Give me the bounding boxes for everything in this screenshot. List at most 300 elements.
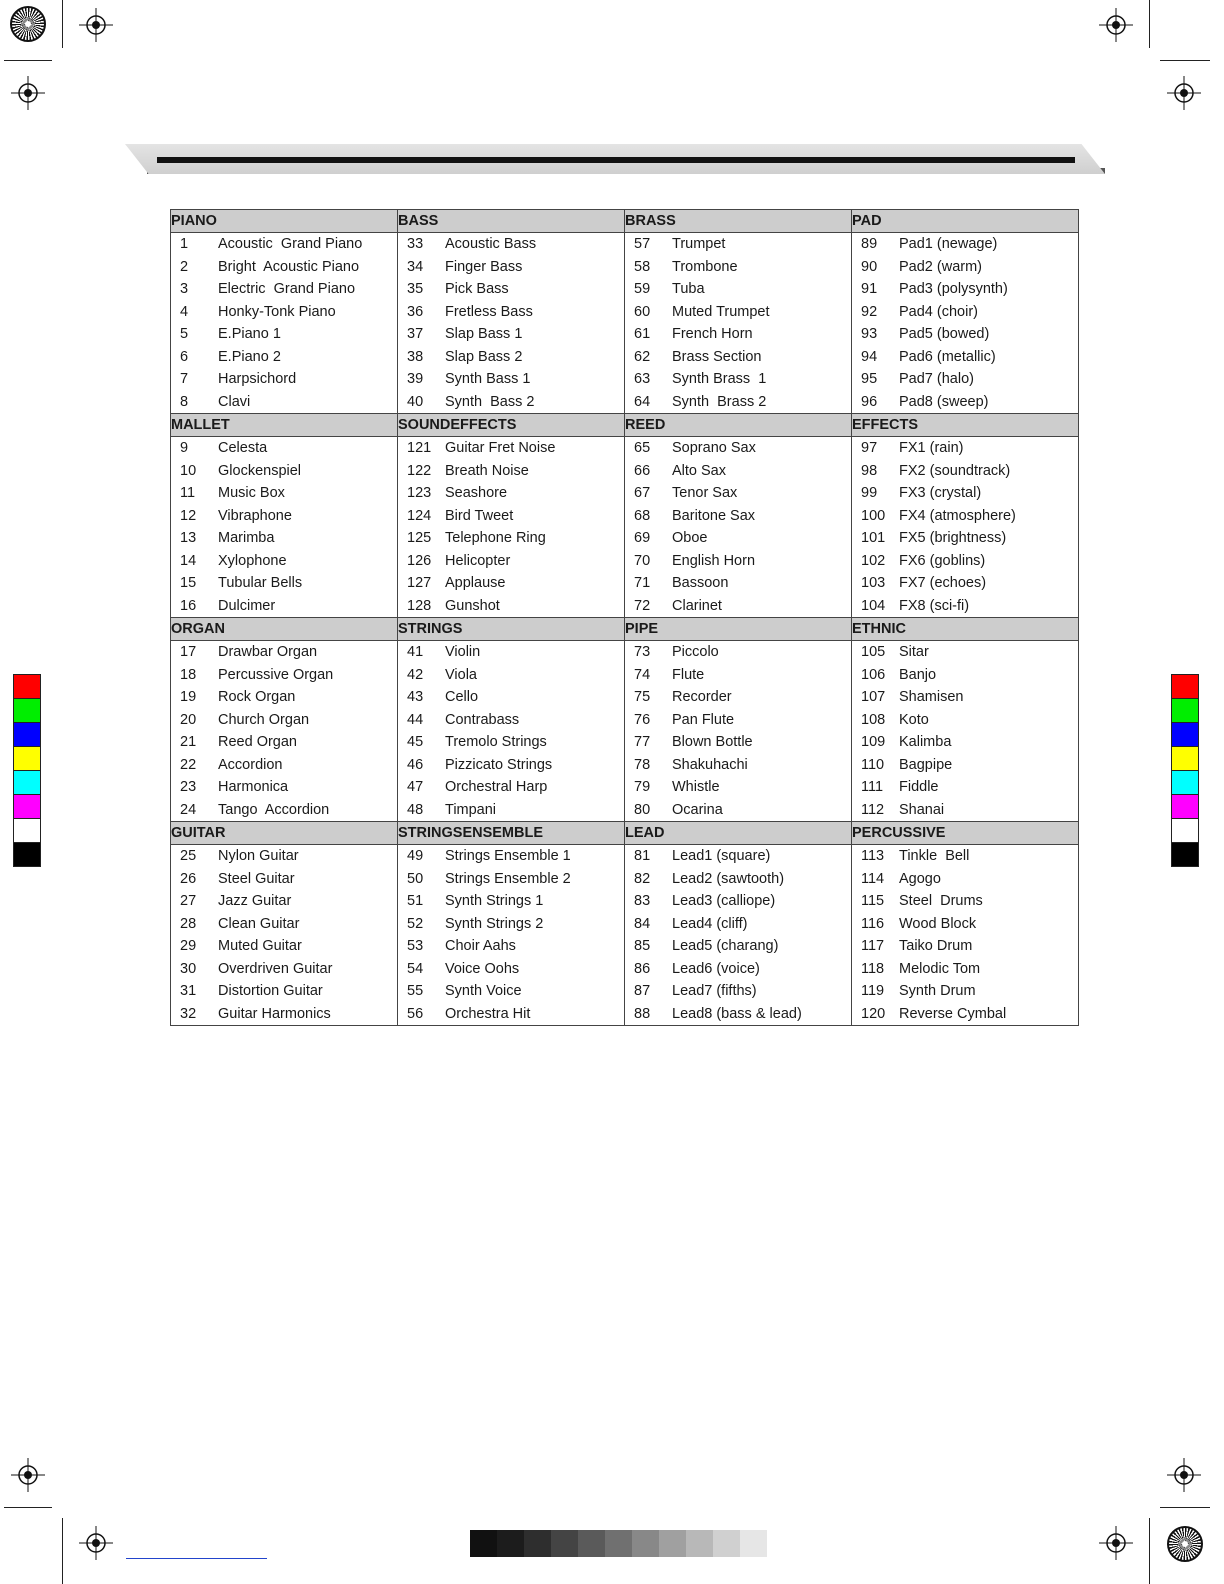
voice-number: 2 [180,258,189,275]
voice-number: 107 [861,689,886,705]
category-header: PIANO [171,210,398,233]
voice-number: 104 [861,597,886,614]
voice-number: 71 [634,575,651,591]
voice-item [852,980,1078,1003]
voice-item [625,731,851,754]
voice-item [852,482,1078,505]
voice-number: 27 [180,893,197,909]
voice-item [171,595,397,618]
voice-item [398,664,624,687]
voice-item [398,1003,624,1026]
voice-number: 3 [180,281,189,297]
voice-item [398,323,624,346]
trim-line [4,1507,52,1508]
voice-name: FX5 (brightness) [899,530,1007,546]
voice-number: 99 [861,485,878,501]
color-swatch [13,674,41,699]
voice-item [171,572,397,595]
voice-name: Strings Ensemble 2 [445,870,571,887]
voice-item [625,1003,851,1026]
color-swatch [13,818,41,843]
voice-name: FX6 (goblins) [899,552,986,569]
voice-number: 69 [634,530,651,546]
voice-name: Marimba [218,530,275,546]
voice-name: Pan Flute [672,711,735,728]
voice-item [625,505,851,528]
voice-name: Seashore [445,485,508,501]
voice-number: 103 [861,575,886,591]
voice-item [398,572,624,595]
voice-number: 86 [634,960,651,977]
voice-name: Guitar Harmonics [218,1005,331,1022]
voice-name: French Horn [672,326,753,342]
trim-line [62,0,63,48]
category-voices [171,845,398,1026]
color-swatch [1171,770,1199,795]
voice-item [398,550,624,573]
voice-item [852,664,1078,687]
category-voices [625,641,852,822]
voice-item [171,460,397,483]
registration-mark-icon [11,1458,45,1492]
voice-name: Strings Ensemble 1 [445,848,571,864]
voice-name: Drawbar Organ [218,644,318,660]
voice-name: Violin [445,644,481,660]
registration-mark-icon [79,8,113,42]
voice-number: 109 [861,734,886,750]
voice-item [398,754,624,777]
voice-number: 18 [180,666,197,683]
voice-name: Guitar Fret Noise [445,440,556,456]
gray-swatch [497,1530,524,1557]
voice-name: Pick Bass [445,281,509,297]
voice-item [852,572,1078,595]
voice-item [625,460,851,483]
category-header: PERCUSSIVE [852,822,1079,845]
voice-name: Lead6 (voice) [672,960,760,977]
voice-name: Melodic Tom [899,960,981,977]
voice-number: 116 [861,915,885,932]
voice-item [625,550,851,573]
voice-name: Lead4 (cliff) [672,915,748,932]
voice-number: 111 [861,779,884,795]
voice-name: Baritone Sax [672,507,756,524]
voice-name: Viola [445,666,477,683]
voice-number: 54 [407,960,424,977]
voice-number: 47 [407,779,424,795]
voice-name: Shanai [899,801,945,818]
voice-number: 44 [407,711,424,728]
voice-name: Blown Bottle [672,734,753,750]
voice-item [852,437,1078,460]
voice-item [852,323,1078,346]
voice-item [852,686,1078,709]
voice-name: Kalimba [899,734,952,750]
voice-number: 113 [861,848,885,864]
voice-name: Pad8 (sweep) [899,393,989,410]
color-swatch [1171,818,1199,843]
voice-name: FX4 (atmosphere) [899,507,1016,524]
voice-item [171,731,397,754]
voice-number: 123 [407,485,432,501]
voice-name: Trombone [672,258,738,275]
voice-number: 95 [861,371,878,387]
voice-number: 12 [180,507,197,524]
voice-name: FX1 (rain) [899,440,964,456]
voice-number: 4 [180,303,189,320]
voice-name: Clavi [218,393,251,410]
voice-number: 23 [180,779,197,795]
voice-number: 87 [634,983,651,999]
voice-name: Lead1 (square) [672,848,771,864]
voice-name: Synth Strings 1 [445,893,544,909]
voice-name: Muted Trumpet [672,303,770,320]
voice-name: Electric Grand Piano [218,281,356,297]
voice-name: Choir Aahs [445,938,516,954]
category-voices [398,437,625,618]
gray-swatch [551,1530,578,1557]
voice-number: 25 [180,848,197,864]
voice-number: 125 [407,530,432,546]
trim-line [1149,0,1150,48]
voice-number: 52 [407,915,424,932]
voice-name: Synth Drum [899,983,976,999]
voice-item [852,1003,1078,1026]
voice-item [398,845,624,868]
registration-mark-icon [79,1526,113,1560]
category-header: PIPE [625,618,852,641]
gray-swatch [632,1530,659,1557]
voice-name: Synth Bass 1 [445,371,531,387]
voice-item [625,868,851,891]
voice-item [852,391,1078,414]
voice-item [398,799,624,822]
color-swatch [1171,722,1199,747]
voice-name: Slap Bass 1 [445,326,523,342]
voice-item [171,301,397,324]
voice-number: 93 [861,326,878,342]
voice-number: 70 [634,552,651,569]
voice-name: Pad4 (choir) [899,303,978,320]
trim-line [1149,1518,1150,1584]
voice-name: Telephone Ring [445,530,546,546]
gray-swatch [524,1530,551,1557]
voice-item [852,256,1078,279]
voice-number: 14 [180,552,197,569]
voice-name: Jazz Guitar [218,893,292,909]
voice-item [171,550,397,573]
voice-name: Sitar [899,644,929,660]
voice-item [171,1003,397,1026]
voice-item [625,641,851,664]
voice-item [625,595,851,618]
voice-item [625,890,851,913]
voice-number: 9 [180,440,189,456]
voice-name: Lead2 (sawtooth) [672,870,785,887]
voice-item [171,368,397,391]
category-voices [171,437,398,618]
voice-item [625,686,851,709]
voice-item [852,550,1078,573]
voice-item [852,368,1078,391]
footer-rule [126,1558,267,1559]
voice-number: 36 [407,303,424,320]
voice-name: FX8 (sci-fi) [899,597,970,614]
voice-name: Taiko Drum [899,938,973,954]
voice-name: Acoustic Grand Piano [218,236,363,252]
voice-name: Percussive Organ [218,666,334,683]
category-header: GUITAR [171,822,398,845]
voice-number: 55 [407,983,424,999]
voice-item [852,845,1078,868]
voice-name: Shamisen [899,689,964,705]
voice-name: Vibraphone [218,507,292,524]
voice-name: Timpani [445,801,497,818]
voice-number: 82 [634,870,651,887]
voice-item [625,391,851,414]
voice-number: 42 [407,666,424,683]
voice-name: Clean Guitar [218,915,300,932]
category-voices [852,845,1079,1026]
voice-name: Trumpet [672,236,726,252]
voice-name: Tenor Sax [672,485,738,501]
voice-number: 8 [180,393,189,410]
voice-item [398,935,624,958]
voice-number: 37 [407,326,424,342]
voice-number: 128 [407,597,432,614]
voice-name: Steel Guitar [218,870,295,887]
voice-number: 112 [861,801,885,818]
voice-name: Accordion [218,756,283,773]
voice-item [398,391,624,414]
voice-name: FX2 (soundtrack) [899,462,1011,479]
voice-name: Voice Oohs [445,960,520,977]
voice-number: 114 [861,870,885,887]
voice-item [398,776,624,799]
category-header: LEAD [625,822,852,845]
voice-name: Agogo [899,870,941,887]
voice-number: 121 [407,440,432,456]
voice-item [625,958,851,981]
category-header: BASS [398,210,625,233]
voice-name: Synth Brass 2 [672,393,767,410]
trim-line [62,1518,63,1584]
voice-name: Fretless Bass [445,303,533,320]
gray-swatch [713,1530,740,1557]
voice-item [171,278,397,301]
voice-name: Slap Bass 2 [445,348,523,365]
voice-name: Xylophone [218,552,287,569]
voice-number: 15 [180,575,197,591]
voice-item [625,437,851,460]
voice-number: 60 [634,303,651,320]
category-voices [625,437,852,618]
category-voices [625,845,852,1026]
voice-name: Brass Section [672,348,762,365]
voice-number: 32 [180,1005,197,1022]
voice-item [852,595,1078,618]
voice-name: Distortion Guitar [218,983,323,999]
voice-item [171,505,397,528]
category-header: EFFECTS [852,414,1079,437]
voice-name: Synth Strings 2 [445,915,544,932]
voice-item [398,686,624,709]
voice-item [171,868,397,891]
voice-number: 1 [180,236,189,252]
voice-name: Flute [672,666,705,683]
voice-number: 31 [180,983,197,999]
voice-number: 61 [634,326,651,342]
category-header: STRINGS [398,618,625,641]
voice-name: Glockenspiel [218,462,302,479]
voice-name: Lead3 (calliope) [672,893,776,909]
voice-item [398,709,624,732]
voice-item [171,437,397,460]
color-swatch [13,746,41,771]
voice-name: Whistle [672,779,720,795]
voice-number: 91 [861,281,878,297]
registration-mark-icon [1099,8,1133,42]
voice-item [852,958,1078,981]
voice-item [625,935,851,958]
voice-number: 89 [861,236,878,252]
voice-number: 64 [634,393,651,410]
voice-name: Dulcimer [218,597,276,614]
voice-number: 5 [180,326,189,342]
voice-number: 76 [634,711,651,728]
voice-name: Banjo [899,666,937,683]
voice-name: Pad2 (warm) [899,258,982,275]
voice-number: 110 [861,756,885,773]
voice-number: 85 [634,938,651,954]
voice-number: 119 [861,983,885,999]
voice-item [398,346,624,369]
voice-name: Celesta [218,440,268,456]
voice-number: 100 [861,507,886,524]
voice-name: FX7 (echoes) [899,575,987,591]
voice-number: 10 [180,462,197,479]
voice-number: 94 [861,348,878,365]
voice-item [625,664,851,687]
voice-item [625,278,851,301]
trim-line [4,60,52,61]
voice-item [625,323,851,346]
voice-item [171,845,397,868]
color-swatch [13,794,41,819]
voice-item [625,799,851,822]
voice-item [171,686,397,709]
voice-name: Tuba [672,281,705,297]
voice-name: Pad7 (halo) [899,371,974,387]
registration-mark-icon [1167,1458,1201,1492]
voice-number: 17 [180,644,197,660]
voice-name: Synth Bass 2 [445,393,535,410]
voice-number: 92 [861,303,878,320]
voice-name: FX3 (crystal) [899,485,982,501]
voice-item [625,301,851,324]
color-swatch [13,842,41,867]
category-voices [398,845,625,1026]
voice-item [171,233,397,256]
voice-name: Bird Tweet [445,507,514,524]
voice-number: 56 [407,1005,424,1022]
voice-name: Lead8 (bass & lead) [672,1005,802,1022]
registration-mark-icon [1167,76,1201,110]
voice-number: 126 [407,552,432,569]
voice-number: 96 [861,393,878,410]
voice-item [852,527,1078,550]
voice-name: Orchestral Harp [445,779,548,795]
voice-item [398,890,624,913]
category-voices [852,641,1079,822]
voice-number: 19 [180,689,197,705]
voice-item [625,527,851,550]
voice-item [852,505,1078,528]
voice-item [171,664,397,687]
voice-name: Helicopter [445,552,511,569]
voice-number: 57 [634,236,651,252]
category-header: STRINGSENSEMBLE [398,822,625,845]
voice-name: Tango Accordion [218,801,330,818]
registration-mark-icon [11,76,45,110]
voice-list-table [170,209,1079,1026]
voice-number: 46 [407,756,424,773]
voice-item [171,256,397,279]
color-swatch [1171,746,1199,771]
voice-item [852,460,1078,483]
voice-name: Koto [899,711,929,728]
voice-name: Contrabass [445,711,520,728]
voice-name: Tremolo Strings [445,734,547,750]
voice-item [625,233,851,256]
voice-number: 72 [634,597,651,614]
voice-number: 43 [407,689,424,705]
gray-swatch [740,1530,767,1557]
voice-name: Bassoon [672,575,729,591]
trim-line [1160,60,1210,61]
voice-number: 45 [407,734,424,750]
voice-item [625,845,851,868]
voice-name: Nylon Guitar [218,848,299,864]
voice-number: 102 [861,552,886,569]
voice-number: 122 [407,462,432,479]
category-header: ORGAN [171,618,398,641]
voice-name: Tubular Bells [218,575,303,591]
voice-item [398,256,624,279]
corner-sunburst-bottom-right [1167,1526,1203,1562]
category-voices [171,233,398,414]
voice-item [171,980,397,1003]
voice-name: Lead7 (fifths) [672,983,757,999]
voice-number: 105 [861,644,886,660]
voice-number: 24 [180,801,197,818]
voice-number: 90 [861,258,878,275]
voice-item [625,256,851,279]
color-swatch [13,722,41,747]
voice-item [625,368,851,391]
voice-name: Lead5 (charang) [672,938,779,954]
voice-name: Wood Block [899,915,977,932]
voice-item [398,641,624,664]
gray-swatch [470,1530,497,1557]
voice-number: 117 [861,938,885,954]
voice-number: 20 [180,711,197,728]
color-swatch [13,770,41,795]
corner-sunburst-top-left [10,6,46,42]
category-header: MALLET [171,414,398,437]
voice-number: 16 [180,597,197,614]
voice-item [171,776,397,799]
